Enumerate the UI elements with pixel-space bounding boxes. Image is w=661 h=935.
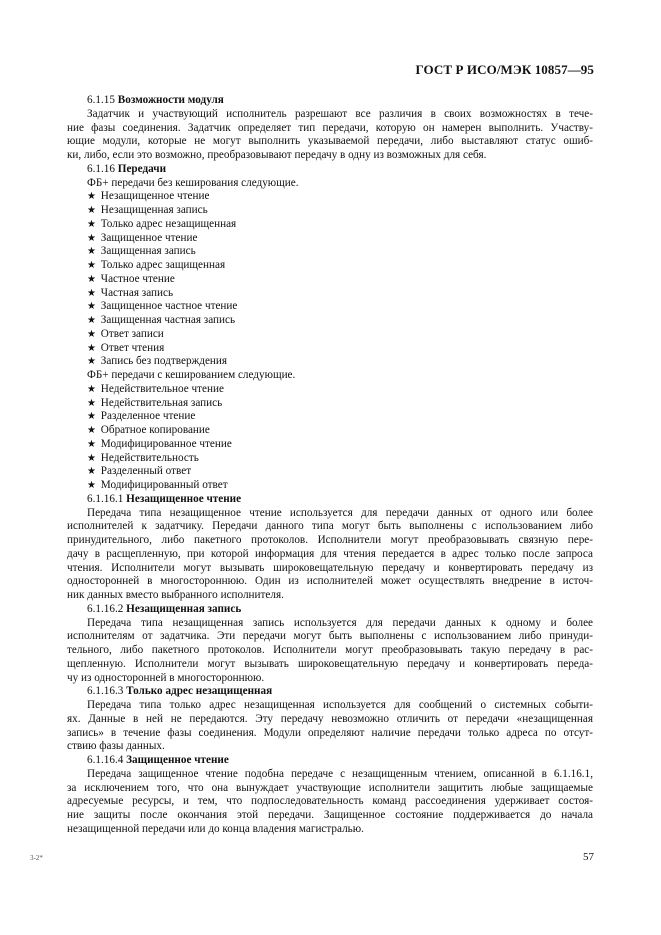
paragraph-line: чу из односторонней в многостороннюю.: [67, 671, 265, 684]
list-item: ★ Защищенная частная запись: [87, 314, 236, 326]
star-bullet-icon: ★: [87, 356, 96, 368]
list-item: ★ Частная запись: [87, 286, 174, 299]
standard-code: ГОСТ Р ИСО/МЭК 10857—95: [415, 62, 594, 77]
list-item: ★ Ответ чтения: [87, 341, 165, 354]
list-item: ★ Недействительное чтение: [87, 382, 224, 395]
paragraph-line: Передача типа только адрес незащищенная используется для сообщений о системных событи-: [87, 699, 593, 711]
star-bullet-icon: ★: [87, 315, 96, 326]
section-6-1-16-4-heading: 6.1.16.4 Защищенное чтение: [87, 754, 229, 766]
list-item: ★ Модифицированный ответ: [87, 479, 228, 491]
paragraph-line: исполнителям от задатчика. Эти передачи могут быть выполнены с использованием либо принуди-: [67, 630, 593, 643]
list-intro-cached: ФБ+ передачи с кешированием следующие.: [87, 369, 296, 381]
paragraph-line: за исключением того, что она вынуждает участвующие исполнители защитить любые защищаемые: [67, 781, 593, 794]
list-intro-uncached: ФБ+ передачи без кеширования следующие.: [87, 176, 299, 189]
paragraph-line: исполнителей к задатчику. Передачи данного типа могут быть выполнены с использованием либо: [67, 520, 593, 533]
section-title: Незащищенное чтение: [126, 492, 242, 505]
paragraph-line: ние фазы соединения. Задатчик определяет тип передачи, которую он намерен выполнить. Участву-: [67, 121, 593, 134]
star-bullet-icon: ★: [87, 328, 96, 340]
paragraph-line: ник данных вместо выбранного исполнителя.: [67, 589, 284, 601]
star-bullet-icon: ★: [87, 287, 96, 299]
paragraph-line: ние защиты после окончания этой передачи. Защищенное состояние поддерживается до начала: [67, 809, 593, 821]
list-item: ★ Незащищенная запись: [87, 204, 208, 216]
paragraph-line: Передача защищенное чтение подобна передаче с незащищенным чтением, описанной в 6.1.16.1,: [87, 767, 593, 780]
paragraph-line: ствию фазы данных.: [67, 740, 165, 753]
section-6-1-16-2-heading: 6.1.16.2 Незащищенная запись: [87, 602, 242, 615]
list-item: ★ Обратное копирование: [87, 424, 210, 436]
paragraph-line: запись» в течение фазы соединения. Модули определяют наличие передачи только адреса по отсут-: [67, 726, 593, 739]
section-6-1-15-heading: 6.1.15 Возможности модуля: [87, 94, 224, 106]
section-6-1-16-heading: 6.1.16 Передачи: [87, 162, 167, 175]
paragraph-line: ки, либо, если это возможно, преобразовывают передачу в одну из возможных для себя.: [67, 149, 487, 161]
star-bullet-icon: ★: [87, 260, 96, 271]
section-title: Передачи: [117, 162, 167, 175]
star-bullet-icon: ★: [87, 205, 96, 216]
page-body: [67, 94, 593, 837]
list-item: ★ Незащищенное чтение: [87, 190, 210, 203]
paragraph-line: тельного, либо пакетного протоколов. Исполнители могут преобразовывать такую передачу в рас-: [67, 644, 593, 656]
list-item: ★ Недействительная запись: [87, 396, 223, 409]
list-item: ★ Только адрес защищенная: [87, 259, 226, 271]
star-bullet-icon: ★: [87, 218, 96, 230]
star-bullet-icon: ★: [87, 383, 96, 395]
star-bullet-icon: ★: [87, 301, 96, 313]
section-title: Только адрес незащищенная: [126, 685, 273, 698]
signature-mark: 3-2*: [30, 854, 43, 862]
star-bullet-icon: ★: [87, 342, 96, 354]
star-bullet-icon: ★: [87, 425, 96, 436]
star-bullet-icon: ★: [87, 246, 96, 258]
paragraph-line: адресуемые ресурсы, и тем, что подпоследовательность команд рассоединения удерживает состоя-: [67, 795, 593, 808]
section-6-1-16-3-heading: 6.1.16.3 Только адрес незащищенная: [87, 685, 273, 698]
list-item: ★ Ответ записи: [87, 327, 164, 340]
star-bullet-icon: ★: [87, 466, 96, 478]
star-bullet-icon: ★: [87, 232, 96, 244]
section-6-1-16-1-heading: 6.1.16.1 Незащищенное чтение: [87, 492, 242, 505]
paragraph-line: Задатчик и участвующий исполнитель разрешают все различия в своих возможностях в тече-: [87, 107, 593, 120]
section-title: Возможности модуля: [117, 94, 224, 106]
paragraph-line: принудительного, либо пакетного протоколов. Исполнители могут преобразовывать связную пере-: [67, 534, 593, 546]
star-bullet-icon: ★: [87, 191, 96, 203]
star-bullet-icon: ★: [87, 438, 96, 450]
list-item: ★ Запись без подтверждения: [87, 355, 228, 368]
star-bullet-icon: ★: [87, 480, 96, 491]
paragraph-line: незащищенной передачи или до конца владения магистралью.: [67, 822, 364, 835]
list-item: ★ Недействительность: [87, 451, 199, 464]
star-bullet-icon: ★: [87, 397, 96, 409]
star-bullet-icon: ★: [87, 452, 96, 464]
list-item: ★ Защищенная запись: [87, 245, 196, 258]
paragraph-line: чтения. Исполнители могут вызывать широковещательную передачу и конвертировать передачу из: [67, 561, 593, 574]
paragraph-line: Передача типа незащищенное чтение используется для передачи данных от одного или более: [87, 506, 593, 519]
paragraph-line: щепленную. Исполнители могут вызывать широковещательную передачу и конвертировать переда-: [67, 657, 593, 670]
star-bullet-icon: ★: [87, 273, 96, 285]
section-title: Незащищенная запись: [126, 602, 242, 615]
paragraph-line: дачу в расщепленную, при которой информация для чтения передается в адрес только после запроса: [67, 547, 593, 560]
paragraph-line: Передача типа незащищенная запись используется для передачи данных к одному и более: [87, 616, 593, 629]
list-item: ★ Только адрес незащищенная: [87, 217, 237, 230]
list-item: ★ Разделенное чтение: [87, 410, 196, 423]
list-item: ★ Модифицированное чтение: [87, 437, 232, 450]
list-item: ★ Разделенный ответ: [87, 465, 192, 478]
section-title: Защищенное чтение: [126, 754, 229, 766]
list-item: ★ Защищенное чтение: [87, 231, 198, 244]
list-item: ★ Защищенное частное чтение: [87, 300, 238, 313]
star-bullet-icon: ★: [87, 411, 96, 423]
paragraph-line: односторонней в многостороннюю. Один из исполнителей может осуществлять внедрение в источ-: [67, 575, 593, 588]
list-item: ★ Частное чтение: [87, 272, 175, 285]
page-number: 57: [583, 851, 594, 863]
paragraph-line: ях. Данные в ней не передаются. Эту передачу невозможно отличить от передачи «незащищенная: [67, 712, 593, 725]
paragraph-line: ющие модули, которые не могут выполнить указываемой передачи, либо выставляют статус ошиб-: [67, 135, 593, 148]
